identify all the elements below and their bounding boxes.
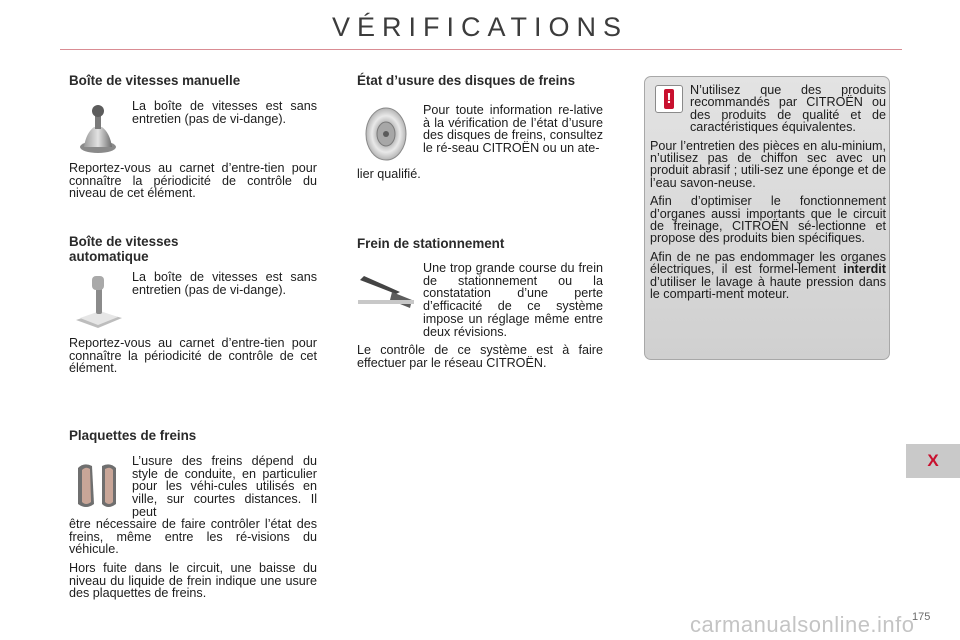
parking-brake-body: Le contrôle de ce système est à faire effectuer par le réseau CITROËN.	[357, 343, 603, 370]
heading-brake-discs: État d’usure des disques de freins	[357, 73, 576, 88]
warning-p4: Afin de ne pas endommager les organes électriques, il est formel-lement interdit d’utiliser le lavage à haute pression dans le comparti-ment moteur.	[650, 249, 887, 302]
heading-brake-pads: Plaquettes de freins	[69, 428, 197, 443]
warning-box	[644, 76, 890, 360]
warning-p2: Pour l’entretien des pièces en alu-minium, n’utilisez pas de chiffon sec avec un produit abrasif ; utili-sez une éponge et de l’eau savon-neuse.	[650, 138, 886, 190]
manual-gearbox-body: Reportez-vous au carnet d’entre-tien pour connaître la périodicité de contrôle du niveau de cet élément.	[69, 161, 317, 201]
warning-p1: N’utilisez que des produits recommandés par CITROËN ou des produits de qualité et de caractéristiques équivalentes.	[690, 83, 886, 135]
warning-p3: Afin d’optimiser le fonctionnement d’organes aussi importants que le circuit de freinage, CITROËN sé-lectionne et propose des produits bien spécifiques.	[650, 194, 886, 246]
chapter-tab[interactable]: X	[906, 444, 960, 478]
parking-brake-intro: Une trop grande course du frein de stationnement ou la constatation d’une perte d’efficacité de ce système impose un réglage même entre deux révisions.	[423, 261, 603, 339]
brake-pads-intro: L’usure des freins dépend du style de conduite, en particulier pour les véhi-cules utilisés en ville, sur courtes distances. Il peut	[132, 454, 317, 519]
heading-parking-brake: Frein de stationnement	[357, 236, 505, 251]
automatic-gearbox-body: Reportez-vous au carnet d’entre-tien pour connaître la périodicité de contrôle de cet élément.	[69, 336, 317, 376]
brake-pads-continued: être nécessaire de faire contrôler l’état des freins, même entre les ré-visions du véhicule.	[69, 517, 317, 557]
automatic-gearbox-illustration	[70, 274, 126, 330]
brake-disc-illustration	[360, 106, 416, 162]
warning-text	[650, 84, 886, 307]
page-number: 175	[912, 611, 931, 623]
parking-brake-illustration	[356, 270, 416, 314]
brake-pads-illustration	[70, 458, 126, 514]
watermark: carmanualsonline.info	[690, 612, 915, 637]
heading-manual-gearbox: Boîte de vitesses manuelle	[69, 73, 241, 88]
manual-gearbox-illustration	[72, 103, 124, 155]
brake-pads-fluid-note: Hors fuite dans le circuit, une baisse du niveau du liquide de frein indique une usure des plaquettes de freins.	[69, 561, 317, 601]
heading-automatic-gearbox: Boîte de vitesses automatique	[69, 234, 179, 264]
page-title: VÉRIFICATIONS	[331, 12, 629, 42]
automatic-gearbox-intro: La boîte de vitesses est sans entretien (pas de vi-dange).	[132, 270, 317, 297]
title-divider	[60, 49, 902, 50]
warning-forbidden: interdit	[843, 262, 887, 277]
brake-discs-intro: Pour toute information re-lative à la vérification de l’état d’usure des disques de freins, consultez le ré-seau CITROËN ou un ate-	[423, 103, 603, 156]
manual-gearbox-intro: La boîte de vitesses est sans entretien (pas de vi-dange).	[132, 99, 317, 126]
exclamation-icon: !	[655, 85, 683, 113]
brake-discs-continued: lier qualifié.	[357, 167, 421, 181]
